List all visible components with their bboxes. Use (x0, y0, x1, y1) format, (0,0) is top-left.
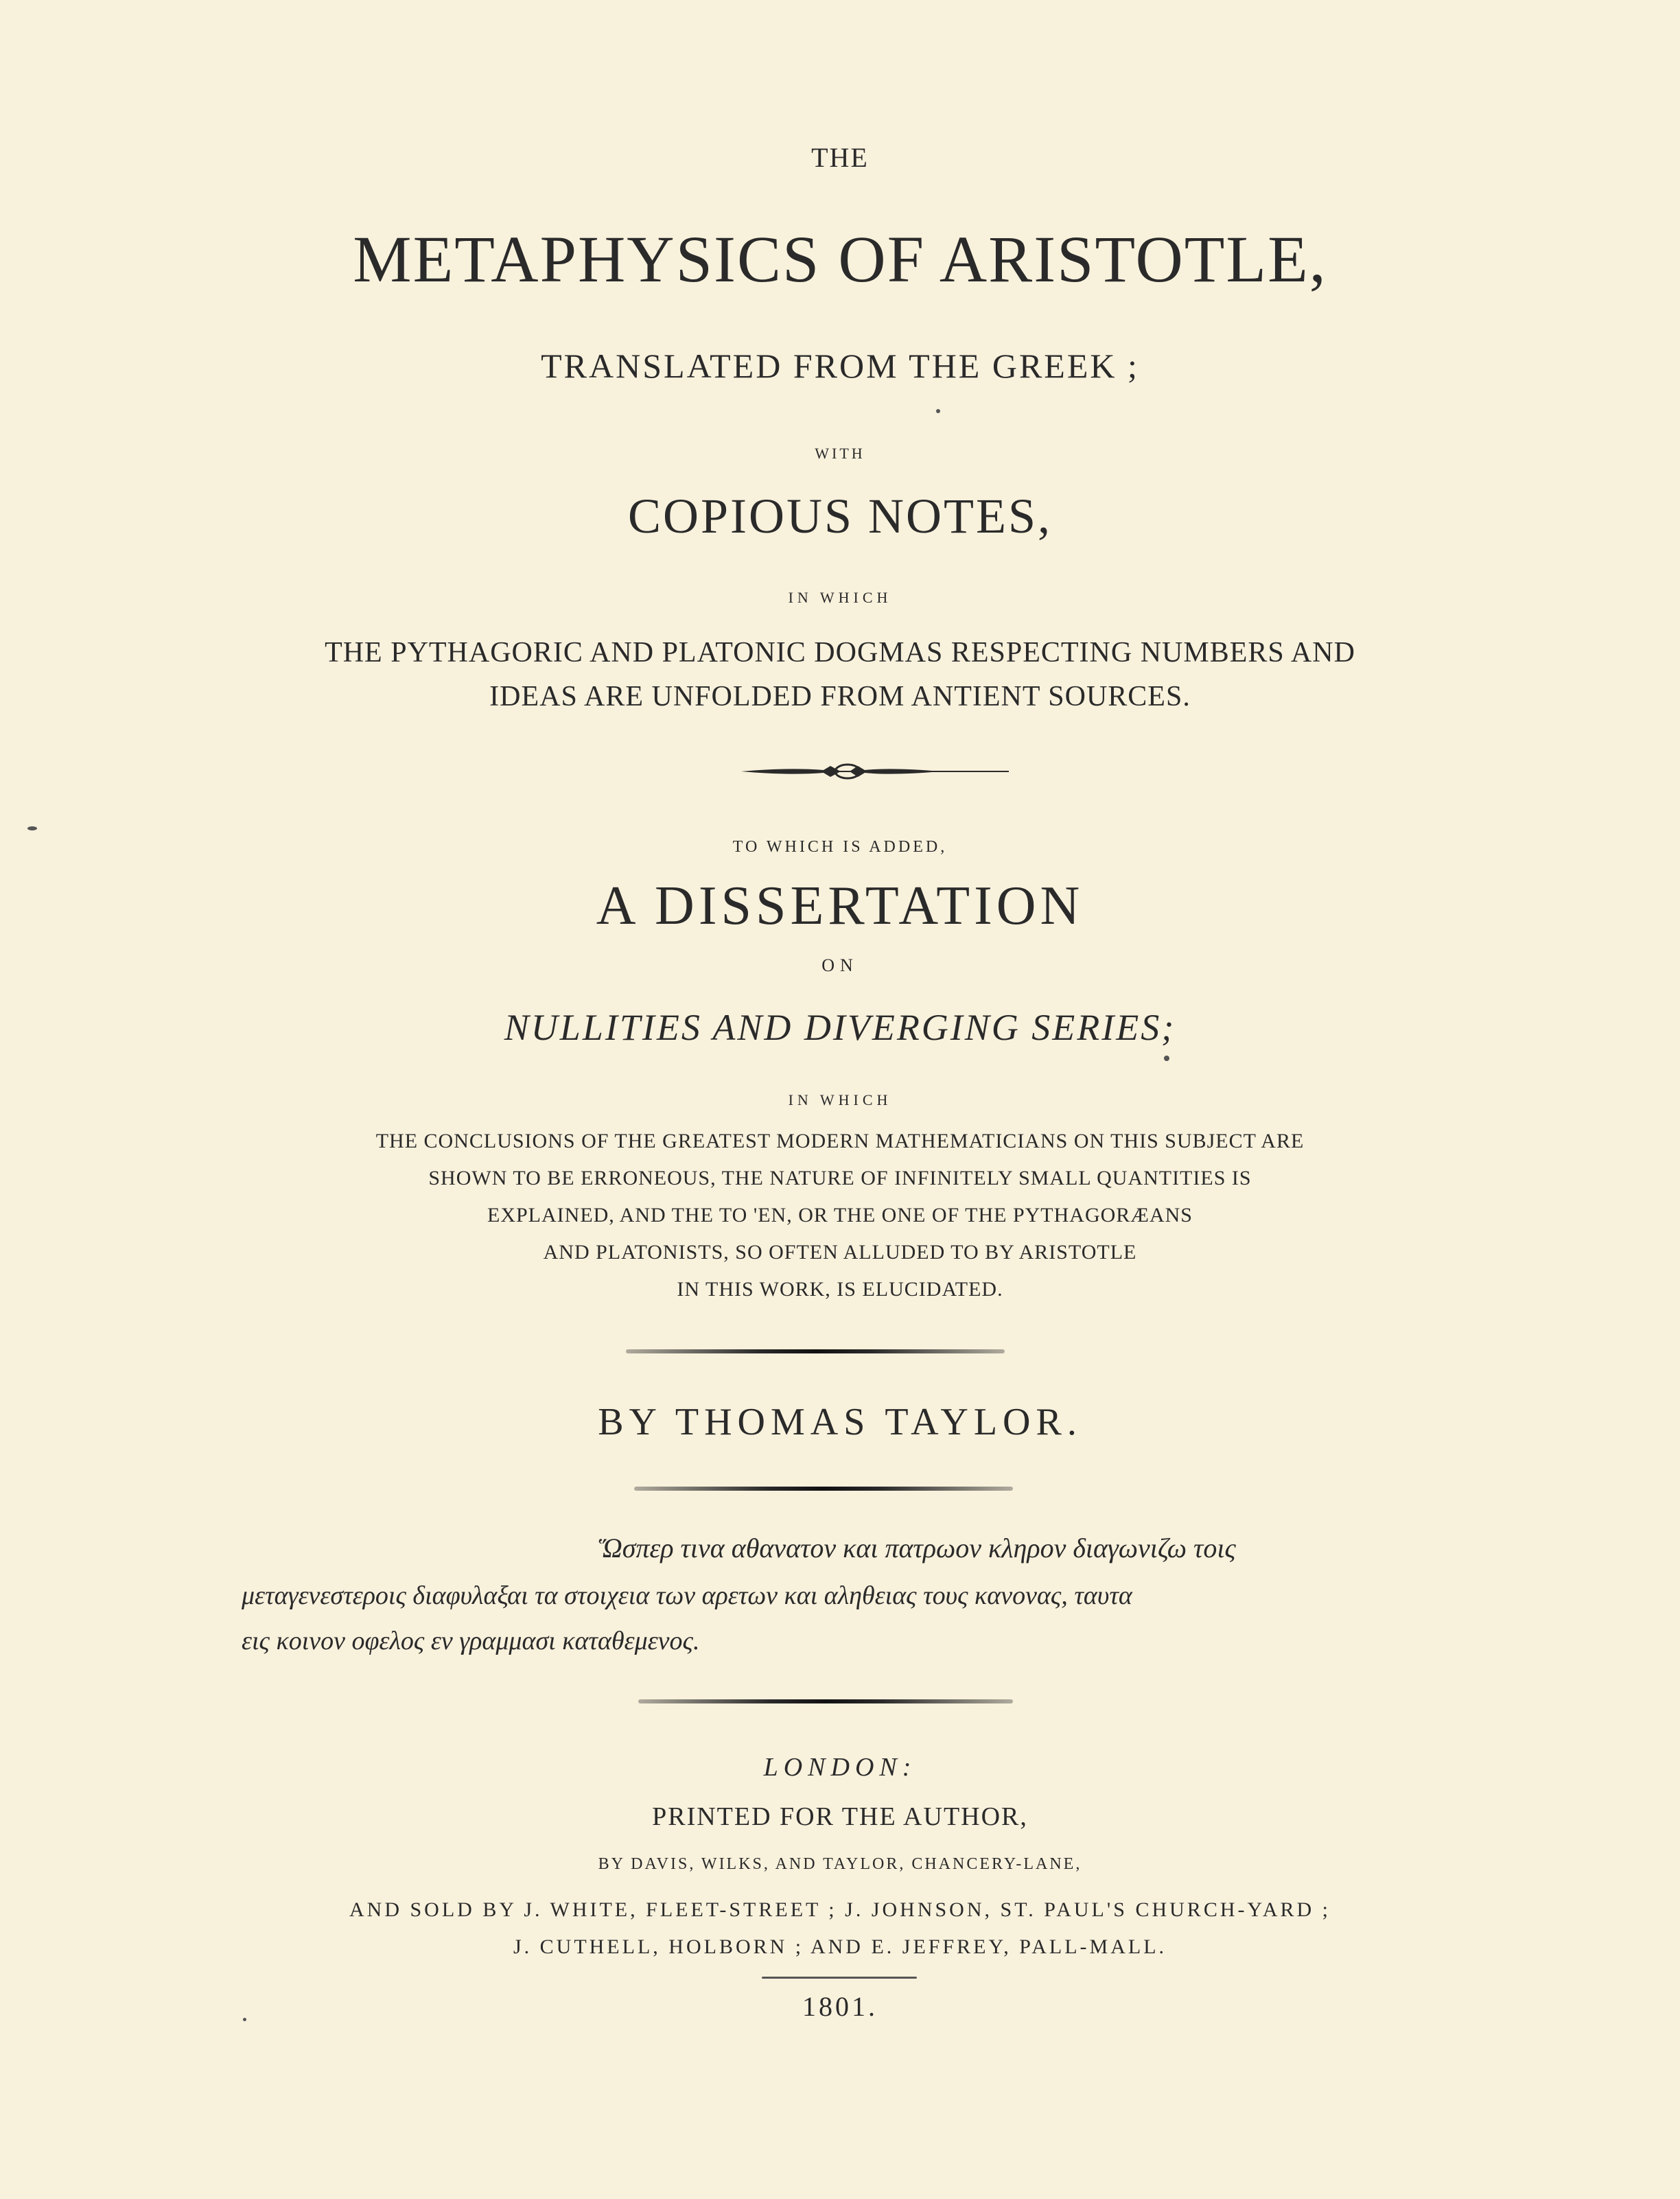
divider-rule-1 (626, 1349, 1005, 1353)
year-rule (762, 1977, 917, 1979)
page-speck (27, 826, 37, 830)
page-speck (1164, 1056, 1169, 1061)
london-label: LONDON: (763, 1753, 917, 1782)
nullities-heading: NULLITIES AND DIVERGING SERIES; (504, 1007, 1176, 1048)
conclusions-line-1: THE CONCLUSIONS OF THE GREATEST MODERN MATHEMATICIANS ON THIS SUBJECT ARE (375, 1130, 1305, 1152)
in-which-label: IN WHICH (788, 589, 892, 606)
divider-rule-2 (634, 1487, 1013, 1491)
page-speck (243, 2018, 246, 2021)
author-line: BY THOMAS TAYLOR. (598, 1401, 1082, 1443)
copious-notes: COPIOUS NOTES, (627, 489, 1053, 544)
the-heading: THE (811, 142, 869, 173)
to-which-added: TO WHICH IS ADDED, (732, 838, 948, 856)
year-label: 1801. (802, 1991, 878, 2022)
pythagoric-line-2: IDEAS ARE UNFOLDED FROM ANTIENT SOURCES. (489, 681, 1191, 712)
sold-by-line-1: AND SOLD BY J. WHITE, FLEET-STREET ; J. JOHNSON, ST. PAUL'S CHURCH-YARD ; (349, 1898, 1331, 1921)
conclusions-line-2: SHOWN TO BE ERRONEOUS, THE NATURE OF INFINITELY SMALL QUANTITIES IS (428, 1167, 1252, 1189)
on-label: ON (821, 955, 859, 975)
pythagoric-line-1: THE PYTHAGORIC AND PLATONIC DOGMAS RESPECTING NUMBERS AND (325, 637, 1355, 668)
with-label: WITH (815, 445, 865, 462)
epigraph-line-3: εις κοινον οφελος εν γραμμασι καταθεμενος. (242, 1627, 700, 1655)
page-speck (936, 409, 940, 413)
in-which-label-2: IN WHICH (788, 1091, 892, 1108)
printed-for-line: PRINTED FOR THE AUTHOR, (652, 1802, 1028, 1831)
epigraph-line-2: μεταγενεστεροις διαφυλαξαι τα στοιχεια των αρετων και αληθειας τους κανονας, ταυτα (242, 1581, 1132, 1610)
book-title: METAPHYSICS OF ARISTOTLE, (353, 222, 1327, 296)
sold-by-line-2: J. CUTHELL, HOLBORN ; AND E. JEFFREY, PALL-MALL. (513, 1935, 1167, 1958)
ornament-center-icon (734, 759, 947, 784)
epigraph-line-1: Ὥσπερ τινα αθανατον και πατρωον κληρον διαγωνιζω τοις (598, 1533, 1236, 1563)
by-davis-line: BY DAVIS, WILKS, AND TAYLOR, CHANCERY-LANE, (598, 1855, 1082, 1873)
divider-rule-3 (638, 1699, 1013, 1703)
dissertation-heading: A DISSERTATION (596, 876, 1084, 936)
conclusions-line-4: AND PLATONISTS, SO OFTEN ALLUDED TO BY ARISTOTLE (543, 1241, 1137, 1264)
translated-line: TRANSLATED FROM THE GREEK ; (541, 347, 1139, 385)
conclusions-line-5: IN THIS WORK, IS ELUCIDATED. (677, 1278, 1003, 1301)
conclusions-line-3: EXPLAINED, AND THE TO 'EN, OR THE ONE OF THE PYTHAGORÆANS (487, 1204, 1193, 1226)
